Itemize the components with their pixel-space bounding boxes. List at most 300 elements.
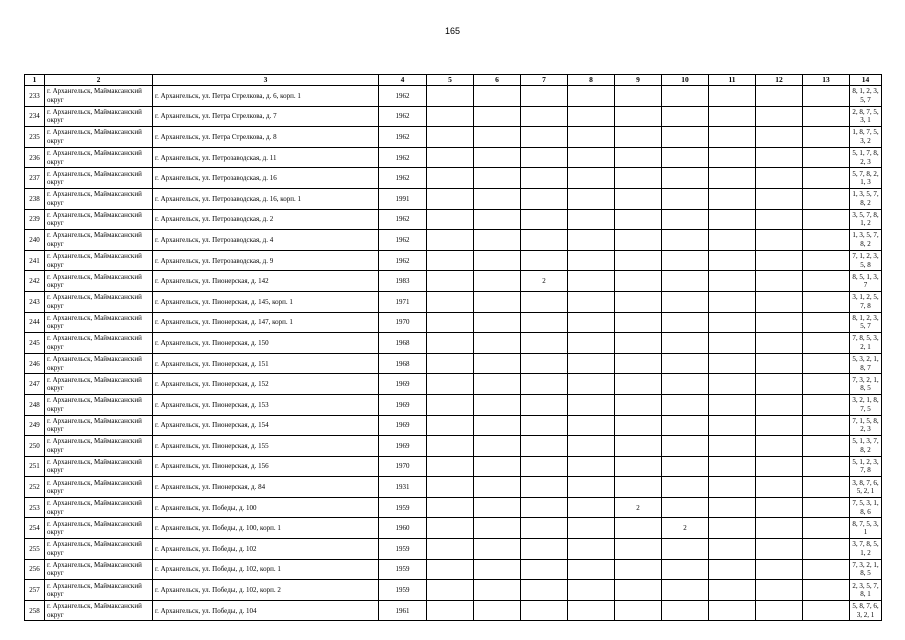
district-cell: г. Архангельск, Маймаксанский округ <box>45 394 153 415</box>
col10-cell <box>662 600 709 621</box>
col5-cell <box>427 168 474 189</box>
col6-cell <box>474 250 521 271</box>
code-list-cell: 8, 1, 2, 3, 5, 7 <box>850 86 882 107</box>
table-row <box>25 127 882 148</box>
address-cell: г. Архангельск, ул. Петрозаводская, д. 9 <box>153 250 379 271</box>
col5-cell <box>427 374 474 395</box>
col12-cell <box>756 209 803 230</box>
col12-cell <box>756 147 803 168</box>
table-row <box>25 477 882 498</box>
col8-cell <box>568 477 615 498</box>
col12-cell <box>756 333 803 354</box>
col5-cell <box>427 147 474 168</box>
year-cell: 1962 <box>379 106 427 127</box>
row-number: 239 <box>25 209 45 230</box>
col7-cell <box>521 456 568 477</box>
year-cell: 1991 <box>379 188 427 209</box>
col6-cell <box>474 539 521 560</box>
col11-cell <box>709 168 756 189</box>
row-number: 244 <box>25 312 45 333</box>
column-header: 1 <box>25 75 45 86</box>
column-header: 13 <box>803 75 850 86</box>
col13-cell <box>803 394 850 415</box>
code-list-cell: 3, 5, 7, 8, 1, 2 <box>850 209 882 230</box>
col5-cell <box>427 291 474 312</box>
code-list-cell: 7, 1, 5, 8, 2, 3 <box>850 415 882 436</box>
address-cell: г. Архангельск, ул. Пионерская, д. 152 <box>153 374 379 395</box>
col7-cell: 2 <box>521 271 568 292</box>
table-row <box>25 106 882 127</box>
col9-cell <box>615 394 662 415</box>
col7-cell <box>521 86 568 107</box>
table-row <box>25 436 882 457</box>
table-row <box>25 86 882 107</box>
address-cell: г. Архангельск, ул. Пионерская, д. 145, корп. 1 <box>153 291 379 312</box>
col10-cell: 2 <box>662 518 709 539</box>
row-number: 236 <box>25 147 45 168</box>
code-list-cell: 7, 3, 2, 1, 8, 5 <box>850 559 882 580</box>
col6-cell <box>474 291 521 312</box>
col12-cell <box>756 539 803 560</box>
col10-cell <box>662 353 709 374</box>
row-number: 248 <box>25 394 45 415</box>
row-number: 237 <box>25 168 45 189</box>
row-number: 247 <box>25 374 45 395</box>
address-cell: г. Архангельск, ул. Петрозаводская, д. 16 <box>153 168 379 189</box>
table-row <box>25 539 882 560</box>
column-header: 11 <box>709 75 756 86</box>
row-number: 235 <box>25 127 45 148</box>
col9-cell <box>615 291 662 312</box>
code-list-cell: 2, 3, 5, 7, 8, 1 <box>850 580 882 601</box>
housing-table <box>24 74 882 621</box>
col5-cell <box>427 353 474 374</box>
col13-cell <box>803 106 850 127</box>
district-cell: г. Архангельск, Маймаксанский округ <box>45 456 153 477</box>
col8-cell <box>568 312 615 333</box>
col5-cell <box>427 271 474 292</box>
col8-cell <box>568 559 615 580</box>
col5-cell <box>427 188 474 209</box>
table-row <box>25 394 882 415</box>
col6-cell <box>474 600 521 621</box>
column-header: 12 <box>756 75 803 86</box>
col6-cell <box>474 230 521 251</box>
col9-cell <box>615 209 662 230</box>
col11-cell <box>709 374 756 395</box>
col9-cell: 2 <box>615 497 662 518</box>
col13-cell <box>803 415 850 436</box>
col6-cell <box>474 518 521 539</box>
col9-cell <box>615 436 662 457</box>
col6-cell <box>474 353 521 374</box>
col10-cell <box>662 230 709 251</box>
col8-cell <box>568 497 615 518</box>
col12-cell <box>756 436 803 457</box>
col6-cell <box>474 477 521 498</box>
col5-cell <box>427 559 474 580</box>
row-number: 257 <box>25 580 45 601</box>
row-number: 234 <box>25 106 45 127</box>
code-list-cell: 2, 8, 7, 5, 3, 1 <box>850 106 882 127</box>
col7-cell <box>521 600 568 621</box>
column-header: 5 <box>427 75 474 86</box>
address-cell: г. Архангельск, ул. Петра Стрелкова, д. 8 <box>153 127 379 148</box>
year-cell: 1962 <box>379 86 427 107</box>
year-cell: 1962 <box>379 168 427 189</box>
col10-cell <box>662 312 709 333</box>
year-cell: 1971 <box>379 291 427 312</box>
table-row <box>25 353 882 374</box>
col5-cell <box>427 497 474 518</box>
row-number: 251 <box>25 456 45 477</box>
col5-cell <box>427 415 474 436</box>
col12-cell <box>756 168 803 189</box>
column-header: 6 <box>474 75 521 86</box>
district-cell: г. Архангельск, Маймаксанский округ <box>45 415 153 436</box>
year-cell: 1959 <box>379 559 427 580</box>
table-row <box>25 456 882 477</box>
col8-cell <box>568 230 615 251</box>
column-header: 3 <box>153 75 379 86</box>
year-cell: 1969 <box>379 415 427 436</box>
address-cell: г. Архангельск, ул. Петрозаводская, д. 11 <box>153 147 379 168</box>
col13-cell <box>803 271 850 292</box>
table-row <box>25 271 882 292</box>
code-list-cell: 1, 8, 7, 5, 3, 2 <box>850 127 882 148</box>
table-row <box>25 497 882 518</box>
year-cell: 1962 <box>379 147 427 168</box>
col6-cell <box>474 333 521 354</box>
col12-cell <box>756 374 803 395</box>
col9-cell <box>615 168 662 189</box>
col12-cell <box>756 518 803 539</box>
code-list-cell: 5, 1, 7, 8, 2, 3 <box>850 147 882 168</box>
col10-cell <box>662 580 709 601</box>
col11-cell <box>709 353 756 374</box>
address-cell: г. Архангельск, ул. Пионерская, д. 153 <box>153 394 379 415</box>
col9-cell <box>615 106 662 127</box>
col8-cell <box>568 291 615 312</box>
col5-cell <box>427 86 474 107</box>
row-number: 250 <box>25 436 45 457</box>
address-cell: г. Архангельск, ул. Петрозаводская, д. 4 <box>153 230 379 251</box>
address-cell: г. Архангельск, ул. Победы, д. 102, корп. 1 <box>153 559 379 580</box>
table-row <box>25 147 882 168</box>
col8-cell <box>568 415 615 436</box>
code-list-cell: 3, 7, 8, 5, 1, 2 <box>850 539 882 560</box>
col12-cell <box>756 353 803 374</box>
district-cell: г. Архангельск, Маймаксанский округ <box>45 106 153 127</box>
col11-cell <box>709 250 756 271</box>
year-cell: 1969 <box>379 436 427 457</box>
col12-cell <box>756 271 803 292</box>
table-row <box>25 188 882 209</box>
table-row <box>25 250 882 271</box>
col13-cell <box>803 188 850 209</box>
year-cell: 1969 <box>379 394 427 415</box>
table-row <box>25 291 882 312</box>
district-cell: г. Архангельск, Маймаксанский округ <box>45 518 153 539</box>
col9-cell <box>615 456 662 477</box>
col13-cell <box>803 127 850 148</box>
code-list-cell: 3, 8, 7, 6, 5, 2, 1 <box>850 477 882 498</box>
col5-cell <box>427 477 474 498</box>
col7-cell <box>521 230 568 251</box>
address-cell: г. Архангельск, ул. Победы, д. 100, корп. 1 <box>153 518 379 539</box>
code-list-cell: 3, 1, 2, 5, 7, 8 <box>850 291 882 312</box>
row-number: 242 <box>25 271 45 292</box>
col10-cell <box>662 539 709 560</box>
col13-cell <box>803 230 850 251</box>
col13-cell <box>803 86 850 107</box>
code-list-cell: 8, 1, 2, 3, 5, 7 <box>850 312 882 333</box>
district-cell: г. Архангельск, Маймаксанский округ <box>45 271 153 292</box>
code-list-cell: 5, 8, 7, 6, 3, 2, 1 <box>850 600 882 621</box>
col13-cell <box>803 312 850 333</box>
col5-cell <box>427 456 474 477</box>
col12-cell <box>756 106 803 127</box>
col6-cell <box>474 127 521 148</box>
table-row <box>25 333 882 354</box>
col13-cell <box>803 600 850 621</box>
col9-cell <box>615 271 662 292</box>
year-cell: 1960 <box>379 518 427 539</box>
col12-cell <box>756 477 803 498</box>
col6-cell <box>474 580 521 601</box>
col10-cell <box>662 209 709 230</box>
year-cell: 1983 <box>379 271 427 292</box>
col11-cell <box>709 106 756 127</box>
col11-cell <box>709 230 756 251</box>
col8-cell <box>568 147 615 168</box>
col7-cell <box>521 333 568 354</box>
col7-cell <box>521 106 568 127</box>
col11-cell <box>709 497 756 518</box>
col10-cell <box>662 291 709 312</box>
code-list-cell: 1, 3, 5, 7, 8, 2 <box>850 188 882 209</box>
column-header: 2 <box>45 75 153 86</box>
col7-cell <box>521 127 568 148</box>
row-number: 252 <box>25 477 45 498</box>
col7-cell <box>521 147 568 168</box>
col7-cell <box>521 353 568 374</box>
row-number: 249 <box>25 415 45 436</box>
col9-cell <box>615 230 662 251</box>
col8-cell <box>568 436 615 457</box>
col13-cell <box>803 209 850 230</box>
table-row <box>25 518 882 539</box>
col12-cell <box>756 86 803 107</box>
col10-cell <box>662 497 709 518</box>
col8-cell <box>568 250 615 271</box>
address-cell: г. Архангельск, ул. Пионерская, д. 155 <box>153 436 379 457</box>
year-cell: 1962 <box>379 209 427 230</box>
col10-cell <box>662 127 709 148</box>
col5-cell <box>427 539 474 560</box>
code-list-cell: 5, 3, 2, 1, 8, 7 <box>850 353 882 374</box>
col6-cell <box>474 436 521 457</box>
year-cell: 1962 <box>379 250 427 271</box>
col6-cell <box>474 168 521 189</box>
col11-cell <box>709 436 756 457</box>
column-header: 8 <box>568 75 615 86</box>
col6-cell <box>474 394 521 415</box>
district-cell: г. Архангельск, Маймаксанский округ <box>45 250 153 271</box>
col13-cell <box>803 580 850 601</box>
col9-cell <box>615 250 662 271</box>
row-number: 254 <box>25 518 45 539</box>
row-number: 253 <box>25 497 45 518</box>
col8-cell <box>568 188 615 209</box>
col9-cell <box>615 539 662 560</box>
row-number: 258 <box>25 600 45 621</box>
table-row <box>25 415 882 436</box>
table-row <box>25 312 882 333</box>
col6-cell <box>474 497 521 518</box>
table-row <box>25 168 882 189</box>
col11-cell <box>709 415 756 436</box>
district-cell: г. Архангельск, Маймаксанский округ <box>45 209 153 230</box>
col5-cell <box>427 333 474 354</box>
col8-cell <box>568 127 615 148</box>
column-header: 14 <box>850 75 882 86</box>
col5-cell <box>427 312 474 333</box>
district-cell: г. Архангельск, Маймаксанский округ <box>45 291 153 312</box>
row-number: 241 <box>25 250 45 271</box>
district-cell: г. Архангельск, Маймаксанский округ <box>45 477 153 498</box>
district-cell: г. Архангельск, Маймаксанский округ <box>45 497 153 518</box>
col10-cell <box>662 188 709 209</box>
year-cell: 1959 <box>379 580 427 601</box>
col9-cell <box>615 86 662 107</box>
col8-cell <box>568 539 615 560</box>
col11-cell <box>709 271 756 292</box>
col10-cell <box>662 271 709 292</box>
col7-cell <box>521 415 568 436</box>
col6-cell <box>474 374 521 395</box>
col8-cell <box>568 106 615 127</box>
col12-cell <box>756 312 803 333</box>
col10-cell <box>662 456 709 477</box>
address-cell: г. Архангельск, ул. Петрозаводская, д. 16, корп. 1 <box>153 188 379 209</box>
col11-cell <box>709 127 756 148</box>
col12-cell <box>756 497 803 518</box>
col13-cell <box>803 518 850 539</box>
col13-cell <box>803 497 850 518</box>
table-row <box>25 559 882 580</box>
col12-cell <box>756 456 803 477</box>
code-list-cell: 7, 8, 5, 3, 2, 1 <box>850 333 882 354</box>
year-cell: 1969 <box>379 374 427 395</box>
address-cell: г. Архангельск, ул. Победы, д. 104 <box>153 600 379 621</box>
col9-cell <box>615 415 662 436</box>
col7-cell <box>521 518 568 539</box>
address-cell: г. Архангельск, ул. Петра Стрелкова, д. 6, корп. 1 <box>153 86 379 107</box>
col7-cell <box>521 291 568 312</box>
col6-cell <box>474 312 521 333</box>
col12-cell <box>756 250 803 271</box>
col8-cell <box>568 518 615 539</box>
district-cell: г. Архангельск, Маймаксанский округ <box>45 188 153 209</box>
col13-cell <box>803 374 850 395</box>
col7-cell <box>521 168 568 189</box>
col5-cell <box>427 436 474 457</box>
address-cell: г. Архангельск, ул. Петрозаводская, д. 2 <box>153 209 379 230</box>
col8-cell <box>568 374 615 395</box>
col5-cell <box>427 600 474 621</box>
code-list-cell: 7, 5, 3, 1, 8, 6 <box>850 497 882 518</box>
row-number: 243 <box>25 291 45 312</box>
year-cell: 1968 <box>379 353 427 374</box>
col8-cell <box>568 456 615 477</box>
table-row <box>25 209 882 230</box>
col13-cell <box>803 436 850 457</box>
col6-cell <box>474 188 521 209</box>
col7-cell <box>521 312 568 333</box>
district-cell: г. Архангельск, Маймаксанский округ <box>45 168 153 189</box>
col12-cell <box>756 559 803 580</box>
address-cell: г. Архангельск, ул. Пионерская, д. 84 <box>153 477 379 498</box>
col9-cell <box>615 147 662 168</box>
col7-cell <box>521 497 568 518</box>
col6-cell <box>474 106 521 127</box>
col9-cell <box>615 559 662 580</box>
col6-cell <box>474 559 521 580</box>
year-cell: 1959 <box>379 497 427 518</box>
col10-cell <box>662 168 709 189</box>
year-cell: 1931 <box>379 477 427 498</box>
col7-cell <box>521 209 568 230</box>
col11-cell <box>709 518 756 539</box>
col5-cell <box>427 106 474 127</box>
col11-cell <box>709 477 756 498</box>
code-list-cell: 1, 3, 5, 7, 8, 2 <box>850 230 882 251</box>
table-row <box>25 374 882 395</box>
col11-cell <box>709 333 756 354</box>
district-cell: г. Архангельск, Маймаксанский округ <box>45 86 153 107</box>
col6-cell <box>474 147 521 168</box>
year-cell: 1962 <box>379 230 427 251</box>
col12-cell <box>756 415 803 436</box>
col12-cell <box>756 580 803 601</box>
col8-cell <box>568 333 615 354</box>
col5-cell <box>427 209 474 230</box>
address-cell: г. Архангельск, ул. Победы, д. 100 <box>153 497 379 518</box>
col12-cell <box>756 291 803 312</box>
col11-cell <box>709 291 756 312</box>
row-number: 238 <box>25 188 45 209</box>
district-cell: г. Архангельск, Маймаксанский округ <box>45 374 153 395</box>
col9-cell <box>615 518 662 539</box>
col5-cell <box>427 580 474 601</box>
row-number: 233 <box>25 86 45 107</box>
row-number: 246 <box>25 353 45 374</box>
col10-cell <box>662 86 709 107</box>
col13-cell <box>803 456 850 477</box>
district-cell: г. Архангельск, Маймаксанский округ <box>45 147 153 168</box>
address-cell: г. Архангельск, ул. Пионерская, д. 156 <box>153 456 379 477</box>
col11-cell <box>709 580 756 601</box>
col8-cell <box>568 600 615 621</box>
col10-cell <box>662 436 709 457</box>
col13-cell <box>803 559 850 580</box>
year-cell: 1968 <box>379 333 427 354</box>
col11-cell <box>709 312 756 333</box>
district-cell: г. Архангельск, Маймаксанский округ <box>45 539 153 560</box>
col11-cell <box>709 394 756 415</box>
code-list-cell: 3, 2, 1, 8, 7, 5 <box>850 394 882 415</box>
